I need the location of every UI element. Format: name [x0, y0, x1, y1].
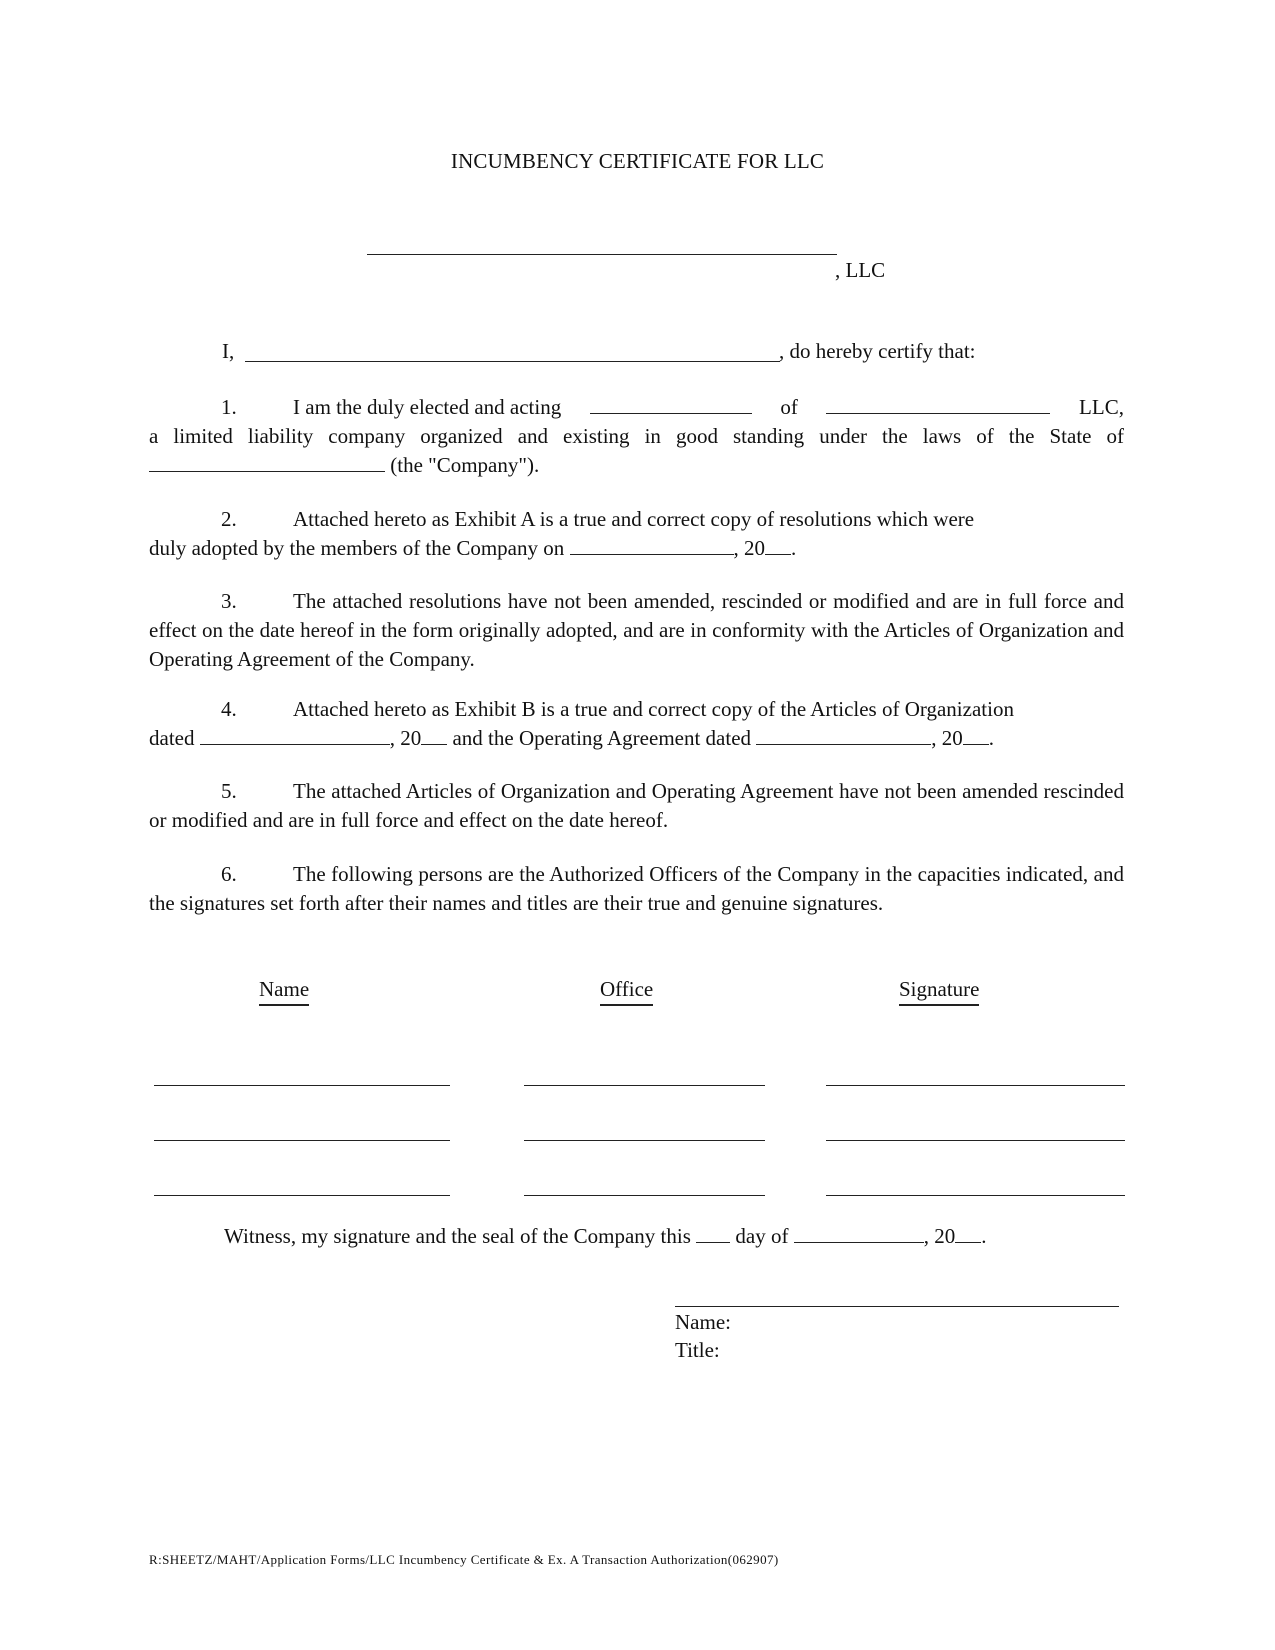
witness-month-blank[interactable] — [794, 1224, 924, 1243]
officer-office-blank[interactable] — [524, 1195, 765, 1196]
signatory-name-label: Name: — [675, 1310, 731, 1334]
item-4-text-c: , 20 — [389, 726, 422, 750]
resolution-date-blank[interactable] — [570, 536, 734, 555]
officer-signature-blank[interactable] — [826, 1085, 1125, 1086]
item-3-number: 3. — [221, 589, 237, 613]
company-name-blank[interactable] — [367, 254, 837, 255]
item-4-text-a: Attached hereto as Exhibit B is a true and correct copy of the Articles of Organization — [293, 697, 1014, 721]
item-1-text-c: LLC, — [1079, 395, 1124, 419]
articles-date-blank[interactable] — [200, 726, 390, 745]
agreement-date-blank[interactable] — [756, 726, 931, 745]
witness-text-b: day of — [735, 1224, 789, 1248]
item-2-text-a: Attached hereto as Exhibit A is a true and correct copy of resolutions which were — [293, 507, 975, 531]
witness-year-blank[interactable] — [955, 1224, 981, 1243]
item-6 — [149, 860, 1124, 918]
signatory-title-label: Title: — [675, 1338, 720, 1362]
footer-file-path: R:SHEETZ/MAHT/Application Forms/LLC Incumbency Certificate & Ex. A Transaction Authorization(062907) — [149, 1552, 779, 1567]
item-4-text-d: and the Operating Agreement dated — [452, 726, 752, 750]
office-blank[interactable] — [590, 395, 752, 414]
item-6-text: The following persons are the Authorized Officers of the Company in the capacities indicated, and the signatures set forth after their names and titles are their true and genuine signatures. — [149, 862, 1124, 915]
item-1-text-b: of — [780, 395, 798, 419]
item-4-text-f: . — [988, 726, 995, 750]
officer-name-blank[interactable] — [154, 1085, 450, 1086]
document-title: INCUMBENCY CERTIFICATE FOR LLC — [450, 149, 825, 173]
company-suffix: , LLC — [835, 258, 886, 282]
item-4-text-b: dated — [149, 726, 195, 750]
item-3-text: The attached resolutions have not been amended, rescinded or modified and are in full force and effect on the date hereof in the form originally adopted, and are in conformity with the Articles of Organization and Operating Agreement of the Company. — [149, 589, 1124, 671]
certify-suffix: , do hereby certify that: — [779, 339, 976, 363]
item-5-text: The attached Articles of Organization and Operating Agreement have not been amended rescinded or modified and are in full force and effect on the date hereof. — [149, 779, 1124, 832]
agreement-year-blank[interactable] — [963, 726, 989, 745]
item-4-text-e: , 20 — [931, 726, 963, 750]
signatory-signature-blank[interactable] — [675, 1306, 1119, 1307]
item-2-number: 2. — [221, 507, 237, 531]
certifier-name-blank[interactable] — [245, 361, 780, 362]
item-1-text-d: a limited liability company organized and existing in good standing under the laws of the State of — [149, 424, 1124, 448]
item-5-number: 5. — [221, 779, 237, 803]
item-5 — [149, 777, 1124, 835]
witness-text-c: , 20 — [923, 1224, 956, 1248]
item-2-text-c: , 20 — [733, 536, 766, 560]
state-blank[interactable] — [149, 453, 385, 472]
resolution-year-blank[interactable] — [765, 536, 791, 555]
witness-day-blank[interactable] — [696, 1224, 730, 1243]
header-signature: Signature — [899, 977, 979, 1006]
officer-office-blank[interactable] — [524, 1140, 765, 1141]
header-name: Name — [259, 977, 309, 1006]
witness-text-a: Witness, my signature and the seal of the Company this — [224, 1224, 691, 1248]
item-2 — [149, 505, 1124, 563]
company-blank[interactable] — [826, 395, 1050, 414]
certify-prefix: I, — [222, 339, 235, 363]
item-1 — [149, 393, 1124, 480]
articles-year-blank[interactable] — [421, 726, 447, 745]
item-1-text-a: I am the duly elected and acting — [293, 395, 562, 419]
officer-signature-blank[interactable] — [826, 1140, 1125, 1141]
item-6-number: 6. — [221, 862, 237, 886]
item-3 — [149, 587, 1124, 674]
officer-office-blank[interactable] — [524, 1085, 765, 1086]
officer-signature-blank[interactable] — [826, 1195, 1125, 1196]
item-2-text-d: . — [791, 536, 797, 560]
witness-text-d: . — [981, 1224, 987, 1248]
item-4 — [149, 695, 1124, 753]
item-1-text-e: (the "Company"). — [390, 453, 540, 477]
item-2-text-b: duly adopted by the members of the Company on — [149, 536, 565, 560]
item-4-number: 4. — [221, 697, 237, 721]
officer-name-blank[interactable] — [154, 1195, 450, 1196]
officer-name-blank[interactable] — [154, 1140, 450, 1141]
item-1-number: 1. — [221, 395, 237, 419]
witness-statement — [224, 1224, 986, 1249]
header-office: Office — [600, 977, 653, 1006]
